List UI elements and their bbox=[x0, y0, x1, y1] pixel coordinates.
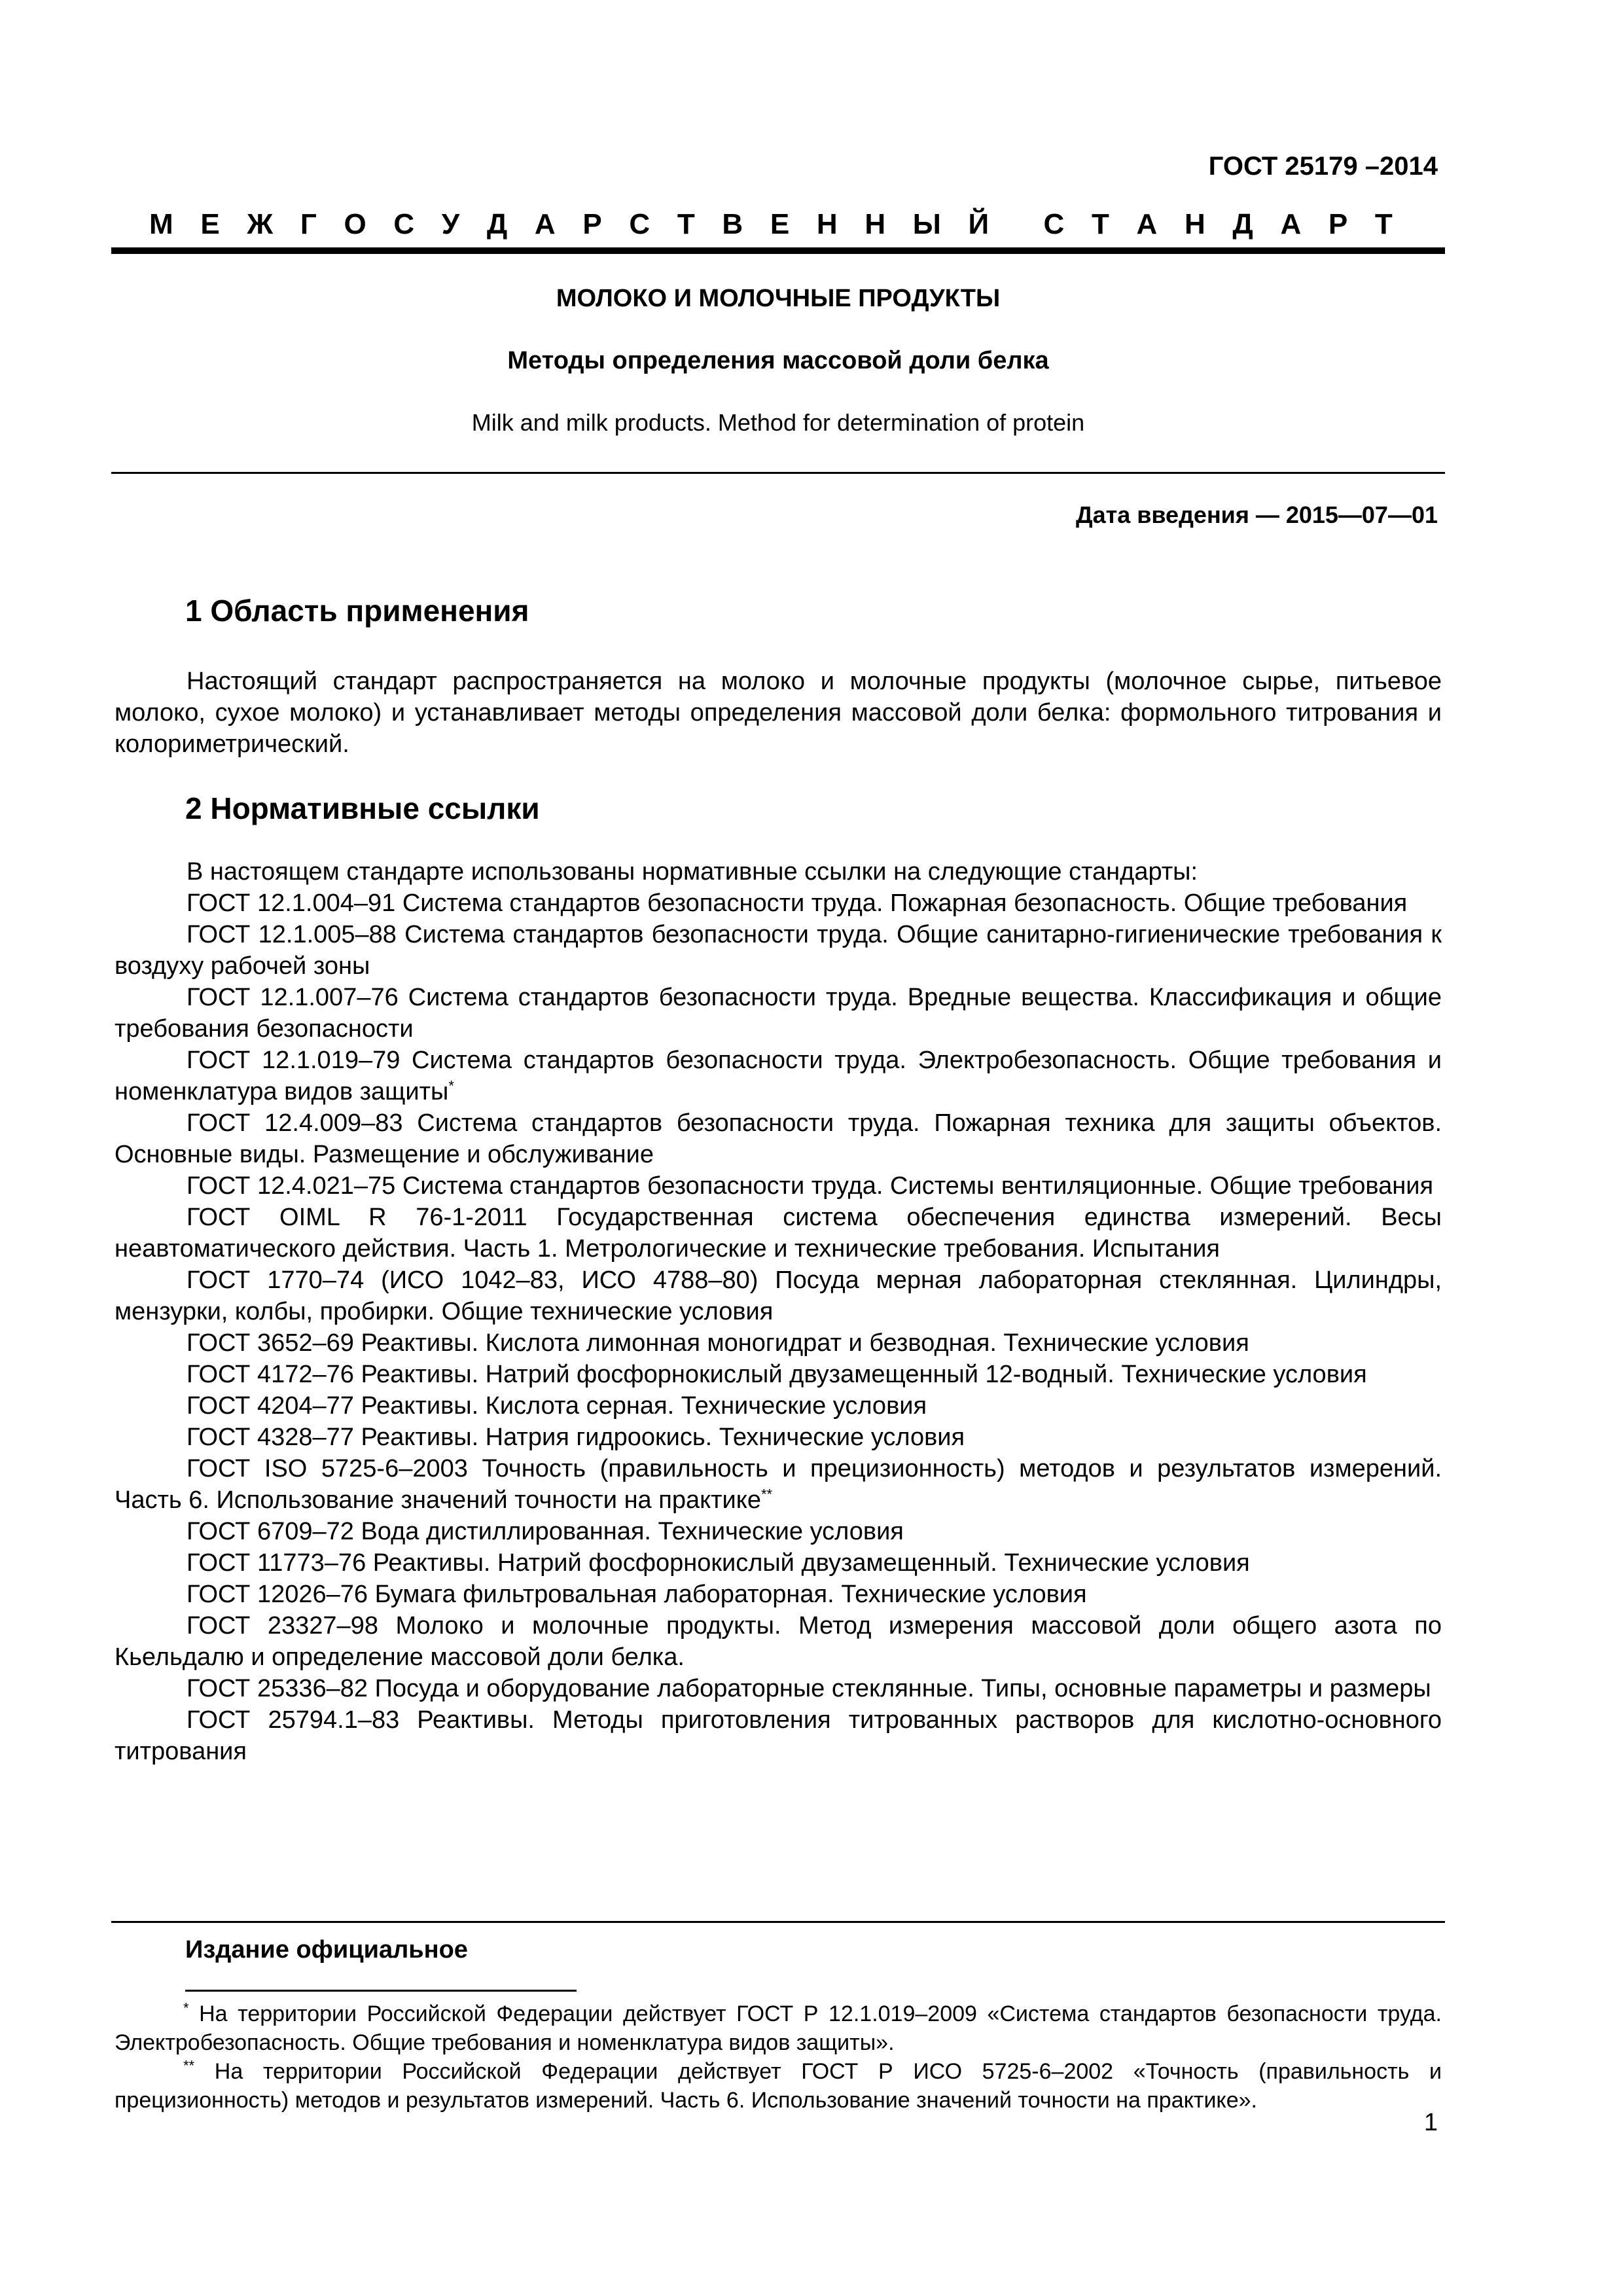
reference-item: ГОСТ 23327–98 Молоко и молочные продукты. Метод измерения массовой доли общего азота по Кьельдалю и определение массовой доли белка. bbox=[115, 1612, 1442, 1671]
gost-number: ГОСТ 25179 –2014 bbox=[1208, 152, 1438, 181]
footnote-mark: ** bbox=[760, 1486, 773, 1503]
banner-letter: Г bbox=[300, 208, 317, 240]
reference-item: ГОСТ 12026–76 Бумага фильтровальная лабораторная. Технические условия bbox=[187, 1581, 1087, 1608]
banner-letter: А bbox=[1136, 208, 1158, 240]
banner-letter: Н bbox=[865, 208, 886, 240]
reference-item: ГОСТ 4328–77 Реактивы. Натрия гидроокись. Технические условия bbox=[187, 1424, 965, 1451]
footnote-separator bbox=[185, 1990, 577, 1992]
banner-letter: О bbox=[344, 208, 366, 240]
header-divider bbox=[111, 247, 1445, 254]
reference-item: ГОСТ 12.1.007–76 Система стандартов безопасности труда. Вредные вещества. Классификация и общие требования безопасности bbox=[115, 984, 1442, 1043]
footnote-mark: * bbox=[448, 1077, 454, 1094]
banner-letter: Р bbox=[1328, 208, 1348, 240]
footnote-mark: ** bbox=[183, 2057, 195, 2074]
banner-letter: Т bbox=[1091, 208, 1109, 240]
banner-letter: Д bbox=[1232, 208, 1253, 240]
banner-letter: Е bbox=[770, 208, 790, 240]
body-end-divider bbox=[111, 1921, 1445, 1923]
title-divider bbox=[111, 472, 1445, 474]
reference-item: ГОСТ 4204–77 Реактивы. Кислота серная. Технические условия bbox=[187, 1392, 927, 1420]
document-title: МОЛОКО И МОЛОЧНЫЕ ПРОДУКТЫ bbox=[556, 285, 1001, 312]
banner-letter: С bbox=[629, 208, 651, 240]
banner-letter: Ж bbox=[247, 208, 274, 240]
banner-letter: Е bbox=[200, 208, 220, 240]
banner-letter: Н bbox=[1184, 208, 1205, 240]
document-subtitle: Методы определения массовой доли белка bbox=[507, 347, 1049, 374]
section-2-heading: 2 Нормативные ссылки bbox=[185, 791, 540, 825]
page-number: 1 bbox=[1423, 2109, 1438, 2136]
section-1-heading: 1 Область применения bbox=[185, 594, 529, 628]
footnote: * На территории Российской Федерации действует ГОСТ Р 12.1.019–2009 «Система стандартов безопасности труда. Электробезопасность. Общие требования и номенклатура видов защиты». bbox=[115, 2000, 1442, 2055]
banner-letter: Н bbox=[816, 208, 838, 240]
banner-letter: С bbox=[393, 208, 415, 240]
interstate-standard-banner bbox=[149, 208, 1393, 241]
reference-item: ГОСТ 12.4.009–83 Система стандартов безопасности труда. Пожарная техника для защиты объектов. Основные виды. Размещение и обслуживание bbox=[115, 1109, 1442, 1168]
introduction-date: Дата введения — 2015—07—01 bbox=[1075, 501, 1438, 528]
reference-item: ГОСТ 11773–76 Реактивы. Натрий фосфорнокислый двузамещенный. Технические условия bbox=[187, 1549, 1250, 1577]
banner-letter: А bbox=[1280, 208, 1302, 240]
english-title: Milk and milk products. Method for determination of protein bbox=[471, 409, 1085, 436]
reference-item: ГОСТ ISO 5725-6–2003 Точность (правильность и прецизионность) методов и результатов измерений. Часть 6. Использование значений точности на практике** bbox=[115, 1455, 1442, 1514]
reference-item: ГОСТ 12.1.005–88 Система стандартов безопасности труда. Общие санитарно-гигиенические требования к воздуху рабочей зоны bbox=[115, 921, 1442, 980]
reference-item: ГОСТ 25794.1–83 Реактивы. Методы приготовления титрованных растворов для кислотно-основного титрования bbox=[115, 1706, 1442, 1765]
reference-item: ГОСТ OIML R 76-1-2011 Государственная система обеспечения единства измерений. Весы неавтоматического действия. Часть 1. Метрологические и технические требования. Испытания bbox=[115, 1204, 1442, 1263]
reference-item: ГОСТ 6709–72 Вода дистиллированная. Технические условия bbox=[187, 1518, 904, 1545]
banner-letter: С bbox=[1043, 208, 1065, 240]
section-1-text: Настоящий стандарт распространяется на молоко и молочные продукты (молочное сырье, питьевое молоко, сухое молоко) и устанавливает методы определения массовой доли белка: формольного титрования и колориметрический. bbox=[115, 668, 1442, 758]
reference-item: ГОСТ 1770–74 (ИСО 1042–83, ИСО 4788–80) Посуда мерная лабораторная стеклянная. Цилиндры, мензурки, колбы, пробирки. Общие технические условия bbox=[115, 1266, 1442, 1325]
banner-letter: Т bbox=[677, 208, 695, 240]
banner-letter: Р bbox=[582, 208, 602, 240]
banner-letter: Д bbox=[486, 208, 508, 240]
reference-item: ГОСТ 4172–76 Реактивы. Натрий фосфорнокислый двузамещенный 12-водный. Технические условия bbox=[187, 1361, 1367, 1388]
banner-letter: Й bbox=[968, 208, 990, 240]
banner-letter: В bbox=[722, 208, 743, 240]
footnotes bbox=[115, 2000, 1442, 2115]
official-edition-label: Издание официальное bbox=[185, 1936, 468, 1964]
reference-item: ГОСТ 12.1.004–91 Система стандартов безопасности труда. Пожарная безопасность. Общие требования bbox=[187, 889, 1408, 917]
reference-item: ГОСТ 3652–69 Реактивы. Кислота лимонная моногидрат и безводная. Технические условия bbox=[187, 1329, 1249, 1357]
reference-item: ГОСТ 12.1.019–79 Система стандартов безопасности труда. Электробезопасность. Общие требования и номенклатура видов защиты* bbox=[115, 1047, 1442, 1105]
references-intro: В настоящем стандарте использованы нормативные ссылки на следующие стандарты: bbox=[187, 858, 1198, 886]
footnote: ** На территории Российской Федерации действует ГОСТ Р ИСО 5725-6–2002 «Точность (правильность и прецизионность) методов и результатов измерений. Часть 6. Использование значений точности на практике». bbox=[115, 2057, 1442, 2113]
banner-letter: А bbox=[534, 208, 556, 240]
banner-letter: Ы bbox=[912, 208, 941, 240]
reference-item: ГОСТ 25336–82 Посуда и оборудование лабораторные стеклянные. Типы, основные параметры и размеры bbox=[187, 1675, 1431, 1702]
banner-letter: М bbox=[149, 208, 173, 240]
banner-letter: У bbox=[441, 208, 460, 240]
reference-item: ГОСТ 12.4.021–75 Система стандартов безопасности труда. Системы вентиляционные. Общие требования bbox=[187, 1172, 1434, 1200]
normative-references-list bbox=[115, 856, 1442, 1767]
banner-letter: Т bbox=[1374, 208, 1393, 240]
footnote-mark: * bbox=[183, 2000, 189, 2017]
